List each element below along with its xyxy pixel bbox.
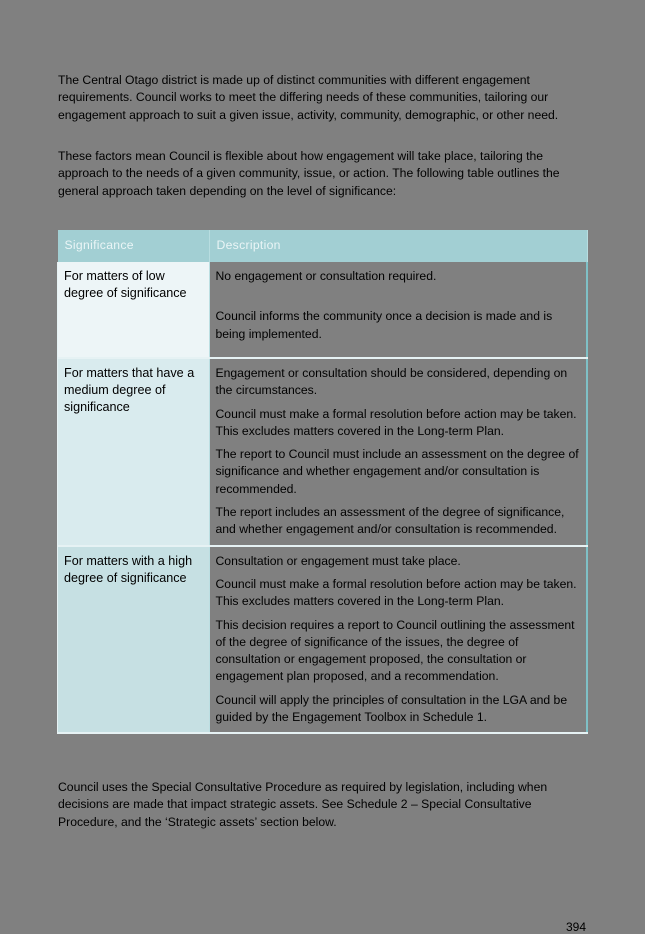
table-header-row — [58, 230, 588, 262]
description-cell — [209, 546, 587, 734]
closing-paragraph: Council uses the Special Consultative Procedure as required by legislation, including when decisions are made that impact strategic assets. See Schedule 2 – Special Consultative Procedure, and the ‘Strategic assets’ section below. — [58, 780, 548, 829]
column-header-significance: Significance — [58, 230, 210, 262]
description-text: This decision requires a report to Council outlining the assessment of the degree of significance of the issues, the degree of consultation or engagement proposed, the consultation or engagement plan proposed, and a recommendation. — [215, 617, 575, 684]
significance-cell: For matters of low degree of significance — [58, 262, 210, 358]
description-cell — [209, 262, 587, 358]
significance-cell: For matters with a high degree of significance — [58, 546, 210, 734]
description-text: No engagement or consultation required. — [215, 269, 437, 283]
description-text: The report to Council must include an assessment on the degree of significance and whether engagement and/or consultation is recommended. — [215, 447, 579, 496]
column-header-description: Description — [209, 230, 587, 262]
description-text: Council will apply the principles of consultation in the LGA and be guided by the Engagement Toolbox in Schedule 1. — [215, 692, 568, 725]
description-text: Engagement or consultation should be considered, depending on the circumstances. — [215, 366, 568, 398]
significance-table — [57, 230, 588, 734]
table-row-medium — [58, 358, 588, 546]
description-cell — [209, 358, 587, 546]
page-number: 394 — [566, 920, 587, 934]
table-row-low — [58, 262, 588, 358]
description-text: Council must make a formal resolution before action may be taken. This excludes matters covered in the Long-term Plan. — [215, 406, 577, 438]
description-text: The report includes an assessment of the degree of significance, and whether engagement and/or consultation is recommended. — [215, 505, 565, 537]
intro-paragraph-1: The Central Otago district is made up of distinct communities with different engagement requirements. Council works to meet the differing needs of these communities, tailoring our engagement approach to suit a given issue, activity, community, demographic, or other need. — [58, 73, 559, 122]
description-text: Consultation or engagement must take place. — [215, 553, 461, 568]
significance-cell: For matters that have a medium degree of significance — [58, 358, 210, 546]
table-row-high — [58, 546, 588, 734]
description-text: Council must make a formal resolution before action may be taken. This excludes matters covered in the Long-term Plan. — [215, 576, 577, 609]
intro-paragraph-2: These factors mean Council is flexible about how engagement will take place, tailoring the approach to the needs of a given community, issue, or action. The following table outlines the general approach taken depending on the level of significance: — [58, 149, 560, 198]
description-text: Council informs the community once a decision is made and is being implemented. — [215, 309, 553, 341]
